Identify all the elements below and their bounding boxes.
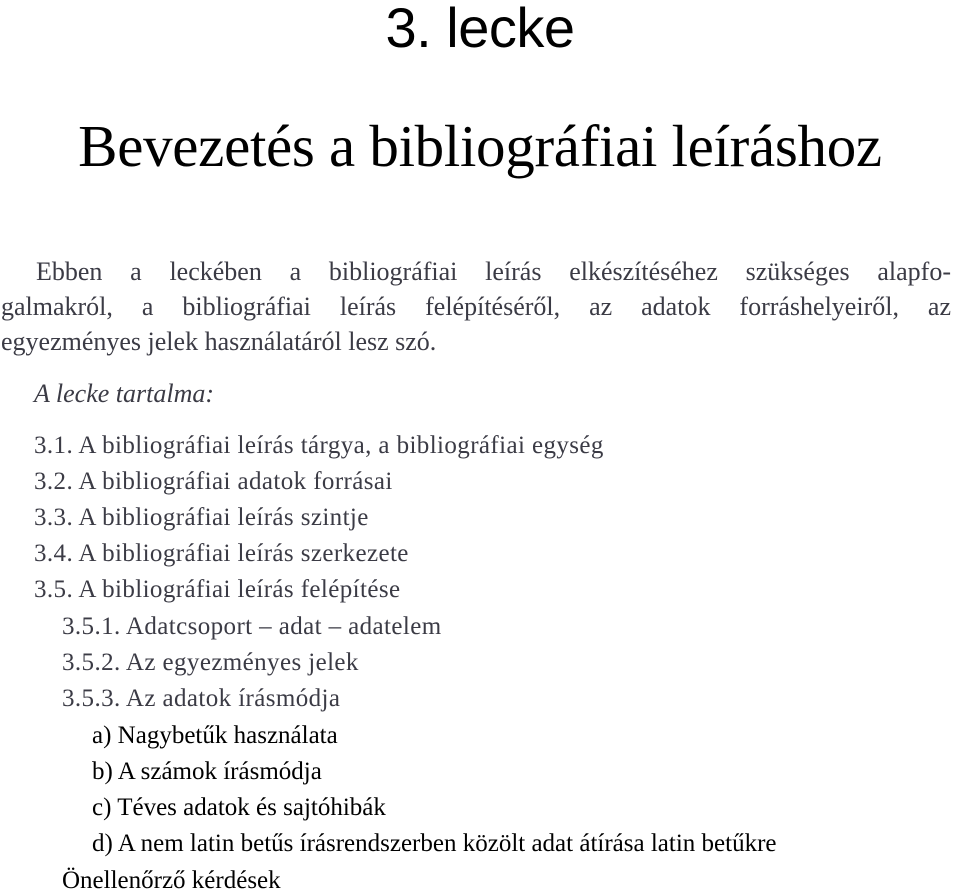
toc-item-3-2: 3.2. A bibliográfiai adatok forrásai bbox=[34, 468, 393, 495]
toc-item-3-5-2: 3.5.2. Az egyezményes jelek bbox=[62, 649, 359, 676]
contents-heading: A lecke tartalma: bbox=[34, 379, 215, 408]
intro-line: egyezményes jelek használatáról lesz szó. bbox=[1, 327, 437, 356]
toc-item-3-3: 3.3. A bibliográfiai leírás szintje bbox=[34, 504, 369, 531]
intro-line: Ebben a leckében a bibliográfiai leírás elkészítéséhez szükséges alapfo- bbox=[36, 257, 951, 286]
toc-item-d: d) A nem latin betűs írásrendszerben közölt adat átírása latin betűkre bbox=[92, 830, 777, 857]
toc-item-3-1: 3.1. A bibliográfiai leírás tárgya, a bibliográfiai egység bbox=[34, 432, 604, 459]
toc-item-self-check: Önellenőrző kérdések bbox=[62, 867, 281, 894]
toc-item-3-5-1: 3.5.1. Adatcsoport – adat – adatelem bbox=[62, 613, 442, 640]
toc-item-3-5-3: 3.5.3. Az adatok írásmódja bbox=[62, 685, 341, 712]
toc-item-b: b) A számok írásmódja bbox=[92, 758, 322, 785]
page-title: Bevezetés a bibliográfiai leíráshoz bbox=[78, 113, 882, 179]
intro-paragraph bbox=[1, 254, 951, 359]
intro-line: galmakról, a bibliográfiai leírás felépítéséről, az adatok forráshelyeiről, az bbox=[1, 292, 951, 321]
toc-item-a: a) Nagybetűk használata bbox=[92, 722, 338, 749]
toc-item-3-5: 3.5. A bibliográfiai leírás felépítése bbox=[34, 576, 401, 603]
toc-item-3-4: 3.4. A bibliográfiai leírás szerkezete bbox=[34, 540, 409, 567]
toc-item-c: c) Téves adatok és sajtóhibák bbox=[92, 794, 386, 821]
lesson-number: 3. lecke bbox=[385, 0, 575, 59]
